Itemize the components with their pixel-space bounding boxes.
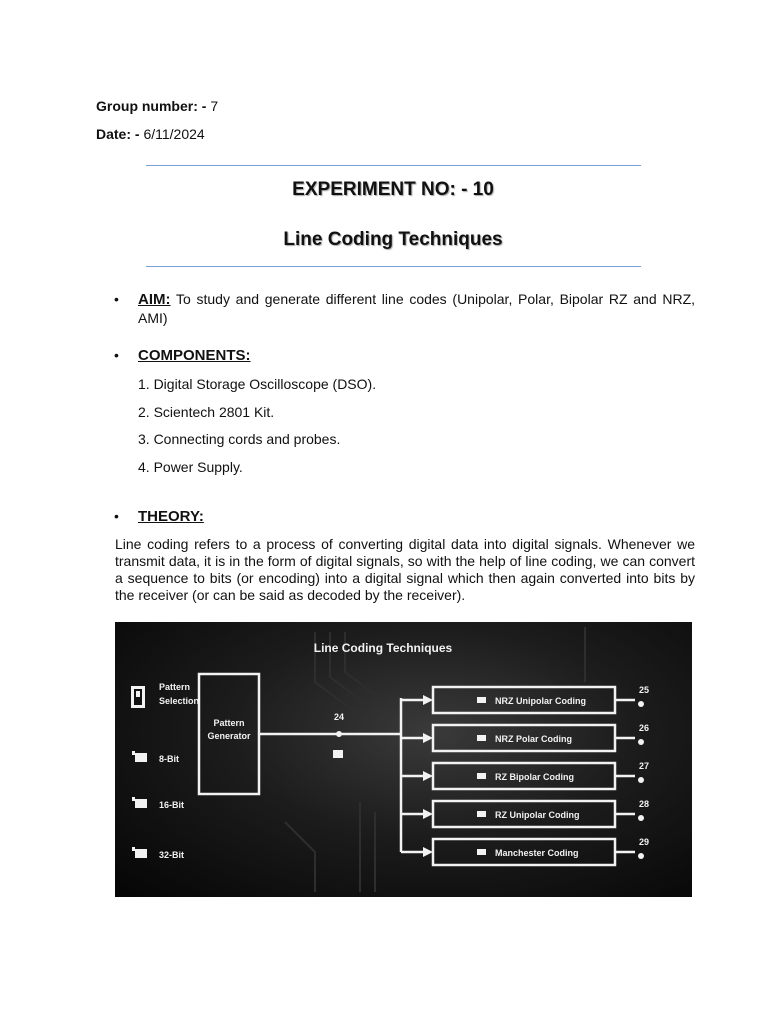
test-point-icon bbox=[638, 777, 644, 783]
theory-paragraph: Line coding refers to a process of converting digital data into digital signals. Whenever we transmit data, it is in the form of digital signals, so with the help of line coding, we can convert a sequence to bits (or encoding) into a digital signal which then again converted into bits by the receiver (or can be said as decoded by the receiver). bbox=[115, 536, 695, 603]
coding-label: NRZ Polar Coding bbox=[495, 734, 572, 744]
socket-icon bbox=[477, 735, 486, 741]
aim-text: To study and generate different line codes (Unipolar, Polar, Bipolar RZ and NRZ, AMI) bbox=[138, 291, 696, 326]
test-point-icon bbox=[336, 731, 342, 737]
test-point-number: 25 bbox=[639, 685, 650, 695]
pattern-option-16bit bbox=[132, 797, 184, 810]
test-point-number: 28 bbox=[639, 799, 650, 809]
socket-icon bbox=[477, 697, 486, 703]
aim-heading: AIM: bbox=[138, 291, 171, 308]
theory-heading: THEORY: bbox=[138, 508, 204, 525]
pattern-option-label: 32-Bit bbox=[159, 850, 185, 860]
pattern-option-32bit bbox=[132, 847, 184, 860]
test-point-number: 29 bbox=[639, 837, 650, 847]
group-number-value: 7 bbox=[210, 98, 219, 114]
coding-label: RZ Bipolar Coding bbox=[495, 772, 574, 782]
component-item: 2. Scientech 2801 Kit. bbox=[138, 404, 275, 420]
socket-icon bbox=[477, 849, 486, 855]
test-point-icon bbox=[638, 815, 644, 821]
arrow-head-icon bbox=[423, 695, 433, 705]
theory-section bbox=[114, 507, 695, 526]
arrow-head-icon bbox=[423, 771, 433, 781]
test-point-icon bbox=[638, 701, 644, 707]
pattern-option-label: 8-Bit bbox=[159, 754, 179, 764]
bottom-divider bbox=[146, 266, 641, 267]
socket-icon bbox=[477, 811, 486, 817]
pattern-option-8bit bbox=[132, 751, 179, 764]
output-coding-row bbox=[401, 761, 649, 789]
experiment-title: EXPERIMENT NO: - 10 bbox=[292, 179, 494, 200]
output-branches bbox=[401, 685, 649, 865]
output-coding-row bbox=[401, 837, 649, 865]
output-coding-row bbox=[401, 799, 649, 827]
date-label: Date: - bbox=[96, 126, 140, 142]
components-heading: COMPONENTS: bbox=[138, 347, 251, 364]
bullet-icon: • bbox=[114, 508, 119, 524]
socket-icon bbox=[477, 773, 486, 779]
date-line bbox=[96, 126, 205, 142]
arrow-head-icon bbox=[423, 847, 433, 857]
arrow-head-icon bbox=[423, 733, 433, 743]
line-coding-figure bbox=[115, 622, 692, 897]
output-coding-row bbox=[401, 723, 649, 751]
top-divider bbox=[146, 165, 641, 166]
output-coding-row bbox=[401, 685, 649, 713]
bullet-icon: • bbox=[114, 291, 119, 307]
test-point-number: 26 bbox=[639, 723, 650, 733]
coding-label: NRZ Unipolar Coding bbox=[495, 696, 586, 706]
group-number-label: Group number: - bbox=[96, 98, 207, 114]
test-point-icon bbox=[638, 739, 644, 745]
test-point-socket-icon bbox=[333, 750, 343, 758]
aim-section bbox=[114, 290, 695, 327]
experiment-subtitle: Line Coding Techniques bbox=[283, 229, 503, 250]
pattern-selection-icon bbox=[131, 686, 145, 708]
components-section bbox=[114, 346, 695, 365]
pattern-selection-label: Pattern Selection bbox=[159, 682, 200, 706]
pattern-option-label: 16-Bit bbox=[159, 800, 185, 810]
figure-title: Line Coding Techniques bbox=[313, 641, 453, 655]
test-point-number: 27 bbox=[639, 761, 650, 771]
figure-diagram bbox=[115, 622, 692, 897]
pattern-generator-label: Pattern Generator bbox=[207, 718, 251, 741]
component-item: 3. Connecting cords and probes. bbox=[138, 431, 341, 447]
component-item: 1. Digital Storage Oscilloscope (DSO). bbox=[138, 376, 377, 392]
coding-label: RZ Unipolar Coding bbox=[495, 810, 580, 820]
bullet-icon: • bbox=[114, 347, 119, 363]
test-point-icon bbox=[638, 853, 644, 859]
generator-test-point-number: 24 bbox=[333, 712, 345, 722]
coding-label: Manchester Coding bbox=[495, 848, 579, 858]
arrow-head-icon bbox=[423, 809, 433, 819]
group-number-line bbox=[96, 98, 218, 114]
date-value: 6/11/2024 bbox=[143, 126, 205, 142]
component-item: 4. Power Supply. bbox=[138, 459, 243, 475]
